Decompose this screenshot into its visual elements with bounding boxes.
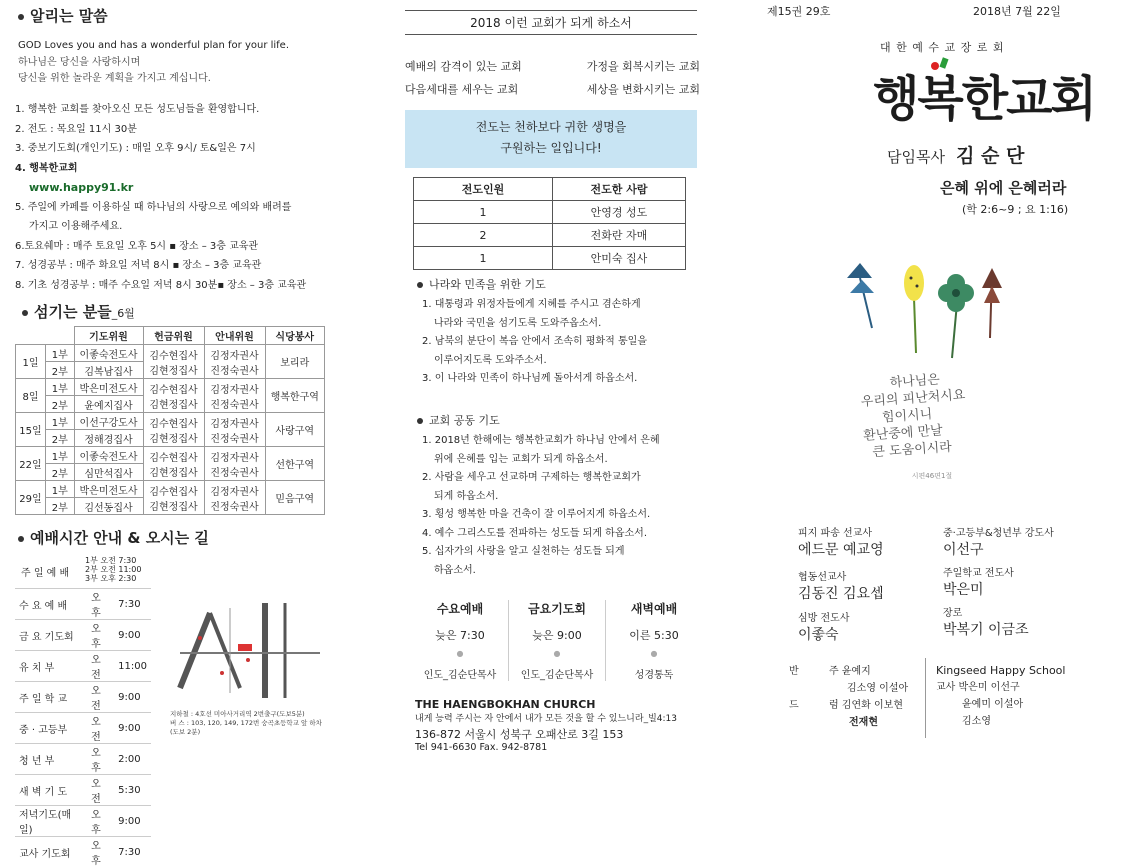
notice-list bbox=[15, 100, 355, 295]
plant-right bbox=[982, 268, 1002, 338]
church-logo-text: 행복한교회 bbox=[873, 71, 1095, 127]
staff-missionary: 피지 파송 선교사 에드문 예교영 bbox=[798, 524, 938, 559]
table-row: 2 전화란 자매 bbox=[414, 224, 686, 247]
part-cell: 1부 bbox=[46, 345, 75, 362]
staff-elder: 장로 박복기 이금조 bbox=[943, 604, 1113, 639]
flower-green bbox=[938, 274, 974, 358]
cell: 이좋숙전도사 bbox=[74, 345, 143, 362]
cell: 윤예지집사 bbox=[74, 396, 143, 413]
part-cell: 2부 bbox=[46, 464, 75, 481]
nation-prayer-list: 1. 대통령과 위정자들에게 지혜를 주시고 겸손하게 나라와 국민을 섬기도록 도와주옵소서. 2. 남북의 분단이 복음 안에서 조속히 평화적 통일을 이루어지도록 도와주소서. 3. 이 나라와 민족이 하나님께 돌아서게 하옵소서. bbox=[422, 296, 702, 389]
pastor-line: 담임목사 김 순 단 bbox=[887, 141, 1024, 168]
phone: Tel 941-6630 Fax. 942-8781 bbox=[415, 742, 715, 753]
cell: 정해경집사 bbox=[74, 430, 143, 447]
sunday-times: 1부 오전 7:30 2부 오전 11:00 3부 오후 2:30 bbox=[85, 556, 141, 583]
table-row: 1 안영경 성도 bbox=[414, 201, 686, 224]
sermon-title: 은혜 위에 은혜러라 bbox=[940, 177, 1066, 198]
calligraphy-text: 하나님은 우리의 피난처시요 힘이시니 환난중에 만날 큰 도움이시라 bbox=[829, 365, 1034, 464]
part-cell: 2부 bbox=[46, 396, 75, 413]
flower-yellow bbox=[904, 265, 924, 353]
notice-item: 8. 기초 성경공부 : 매주 수요일 저녁 8시 30분▪ 장소 – 3층 교육관 bbox=[15, 276, 355, 296]
map-graphic bbox=[170, 598, 330, 706]
notice-item: 5. 주일에 카페를 이용하실 때 하나님의 사랑으로 예의와 배려를 bbox=[15, 198, 355, 218]
header-cell: 안내위원 bbox=[204, 327, 265, 345]
date-cell: 29일 bbox=[16, 481, 46, 515]
table-header-row bbox=[16, 327, 325, 345]
table-row: 1 안미숙 집사 bbox=[414, 247, 686, 270]
intro-line: 하나님은 당신을 사랑하시며 bbox=[18, 55, 348, 72]
notice-item: 1. 행복한 교회를 찾아오신 모든 성도님들을 환영합니다. bbox=[15, 100, 355, 120]
plant-left bbox=[847, 263, 874, 328]
sunday-label: 주 일 예 배 bbox=[21, 564, 69, 579]
table-row bbox=[16, 379, 325, 396]
bullet-icon bbox=[18, 536, 24, 542]
table-row: 교사 기도회 오후 7:30 bbox=[15, 837, 151, 867]
cell: 김수현집사 김현정집사 bbox=[143, 447, 204, 481]
part-cell: 1부 bbox=[46, 413, 75, 430]
sunday-service bbox=[17, 556, 157, 588]
cell: 김정자권사 진정숙권사 bbox=[204, 379, 265, 413]
bullet-icon bbox=[18, 14, 24, 20]
cell: 김수현집사 김현정집사 bbox=[143, 379, 204, 413]
table-row: 금 요 기도회 오후 9:00 bbox=[15, 620, 151, 651]
bullet-icon bbox=[22, 310, 28, 316]
website-link[interactable]: www.happy91.kr bbox=[15, 178, 355, 198]
notice-section-title: 알리는 말씀 bbox=[18, 5, 108, 26]
staff-coop: 협동선교사 김동진 김요셉 bbox=[798, 568, 938, 603]
evangelism-box: 전도는 천하보다 귀한 생명을 구원하는 일입니다! bbox=[405, 110, 697, 168]
church-prayer-title: 교회 공동 기도 bbox=[417, 412, 500, 428]
staff-visitation: 심방 전도사 이좋숙 bbox=[798, 609, 938, 644]
cell: 김정자권사 진정숙권사 bbox=[204, 447, 265, 481]
kingseed-school: Kingseed Happy School 교사 박은미 이선구 윤예미 이설아 김소영 bbox=[936, 662, 1116, 730]
sermon-reference: (학 2:6~9 ; 요 1:16) bbox=[962, 201, 1068, 217]
table-row: 새 벽 기 도 오전 5:30 bbox=[15, 775, 151, 806]
intro-text bbox=[18, 38, 348, 88]
cell: 김복남집사 bbox=[74, 362, 143, 379]
notice-item: 3. 중보기도회(개인기도) : 매일 오후 9시/ 토&일은 7시 bbox=[15, 139, 355, 159]
cell: 선한구역 bbox=[265, 447, 325, 481]
bullet-icon bbox=[417, 418, 423, 424]
worship-section-title: 예배시간 안내 & 오시는 길 bbox=[18, 527, 209, 548]
part-cell: 1부 bbox=[46, 379, 75, 396]
weekly-services bbox=[412, 600, 702, 681]
worship-times-table bbox=[15, 588, 151, 867]
logo-leaf-green bbox=[939, 57, 948, 68]
notice-item: 7. 성경공부 : 매주 화요일 저녁 8시 ▪ 장소 – 3층 교육관 bbox=[15, 256, 355, 276]
cell: 김정자권사 진정숙권사 bbox=[204, 345, 265, 379]
notice-item: 4. 행복한교회 bbox=[15, 159, 355, 179]
notice-item: 가지고 이용해주세요. bbox=[15, 217, 355, 237]
cell: 김정자권사 진정숙권사 bbox=[204, 481, 265, 515]
address: 136-872 서울시 성북구 오패산로 3길 153 bbox=[415, 726, 715, 742]
cell: 믿음구역 bbox=[265, 481, 325, 515]
notice-item: 2. 전도 : 목요일 11시 30분 bbox=[15, 120, 355, 140]
cell: 김수현집사 김현정집사 bbox=[143, 345, 204, 379]
service-block: 금요기도회 늦은 9:00 ● 인도_김순단목사 bbox=[509, 600, 606, 681]
servers-section-title: 섬기는 분들_6월 bbox=[22, 301, 135, 322]
intro-line: GOD Loves you and has a wonderful plan for your life. bbox=[18, 38, 348, 55]
table-row bbox=[16, 345, 325, 362]
issue-date: 2018년 7월 22일 bbox=[973, 3, 1061, 19]
intro-line: 당신을 위한 놀라운 계획을 가지고 계십니다. bbox=[18, 71, 348, 88]
table-row: 수 요 예 배 오후 7:30 bbox=[15, 589, 151, 620]
servers-table bbox=[15, 326, 325, 515]
service-block: 새벽예배 이른 5:30 ● 성경통독 bbox=[606, 600, 702, 681]
band-team: 반 드 주 윤예지 김소영 이설아 럼 김연화 이보현 전재현 bbox=[775, 658, 926, 738]
cell: 사랑구역 bbox=[265, 413, 325, 447]
part-cell: 2부 bbox=[46, 430, 75, 447]
table-row: 주 일 학 교 오전 9:00 bbox=[15, 682, 151, 713]
date-cell: 8일 bbox=[16, 379, 46, 413]
table-row: 청 년 부 오후 2:00 bbox=[15, 744, 151, 775]
staff-youth: 중·고등부&청년부 강도사 이선구 bbox=[943, 524, 1113, 559]
table-row bbox=[16, 481, 325, 498]
nation-prayer-title: 나라와 민족을 위한 기도 bbox=[417, 276, 546, 292]
table-row: 중 · 고등부 오전 9:00 bbox=[15, 713, 151, 744]
table-row bbox=[16, 447, 325, 464]
cell: 박은미전도사 bbox=[74, 379, 143, 396]
art-signature: 시편46편1절 bbox=[832, 471, 1032, 481]
denomination: 대 한 예 수 교 장 로 회 bbox=[880, 39, 1004, 55]
table-row bbox=[16, 413, 325, 430]
cell: 김선동집사 bbox=[74, 498, 143, 515]
service-block: 수요예배 늦은 7:30 ● 인도_김순단목사 bbox=[412, 600, 509, 681]
banner: 2018 이런 교회가 되게 하소서 bbox=[405, 10, 697, 35]
date-cell: 22일 bbox=[16, 447, 46, 481]
calligraphy-art bbox=[832, 258, 1032, 503]
cell: 행복한구역 bbox=[265, 379, 325, 413]
cell: 이좋숙전도사 bbox=[74, 447, 143, 464]
cell: 김수현집사 김현정집사 bbox=[143, 413, 204, 447]
church-goals: 예배의 감격이 있는 교회 가정을 회복시키는 교회 다음세대를 세우는 교회 세상을 변화시키는 교회 bbox=[405, 55, 700, 101]
evangelism-table bbox=[413, 177, 686, 270]
cell: 김수현집사 김현정집사 bbox=[143, 481, 204, 515]
cell: 김정자권사 진정숙권사 bbox=[204, 413, 265, 447]
part-cell: 1부 bbox=[46, 481, 75, 498]
part-cell: 1부 bbox=[46, 447, 75, 464]
church-logo bbox=[873, 60, 1095, 129]
cell: 이선구강도사 bbox=[74, 413, 143, 430]
table-row: 저녁기도(매일) 오후 9:00 bbox=[15, 806, 151, 837]
part-cell: 2부 bbox=[46, 362, 75, 379]
logo-dot-red bbox=[931, 62, 939, 70]
header-cell: 식당봉사 bbox=[265, 327, 325, 345]
volume-number: 제15권 29호 bbox=[767, 3, 830, 19]
church-footer bbox=[415, 698, 715, 753]
part-cell: 2부 bbox=[46, 498, 75, 515]
cell: 박은미전도사 bbox=[74, 481, 143, 498]
cell: 심만석집사 bbox=[74, 464, 143, 481]
church-name-en: THE HAENGBOKHAN CHURCH bbox=[415, 698, 715, 711]
flower-illustration bbox=[832, 258, 1032, 368]
notice-item: 6.토요쉐마 : 매주 토요일 오후 5시 ▪ 장소 – 3층 교육관 bbox=[15, 237, 355, 257]
cell: 보리라 bbox=[265, 345, 325, 379]
staff-sunday-school: 주일학교 전도사 박은미 bbox=[943, 564, 1113, 599]
church-prayer-list: 1. 2018년 한해에는 행복한교회가 하나님 안에서 은혜 위에 은혜를 입는 교회가 되게 하옵소서. 2. 사람을 세우고 선교하며 구제하는 행복한교회가 되게 하옵소서. 3. 횡성 행복한 마을 건축이 잘 이루어지게 하옵소서. 4. 예수 그리스도를 전파하는 성도들 되게 하옵소서. 5. 십자가의 사랑을 알고 실천하는 성도들 되게 하옵소서. bbox=[422, 432, 702, 580]
map-caption: 지하철 : 4호선 미아사거리역 2번출구(도보5분) 버 스 : 103, 120, 149, 172번 숭곡초등학교 앞 하차(도보 2분) bbox=[170, 710, 330, 737]
bullet-icon bbox=[417, 282, 423, 288]
date-cell: 1일 bbox=[16, 345, 46, 379]
table-header-row: 전도인원 전도한 사람 bbox=[414, 178, 686, 201]
header-cell: 기도위원 bbox=[74, 327, 143, 345]
location-map bbox=[170, 598, 330, 728]
table-row: 유 치 부 오전 11:00 bbox=[15, 651, 151, 682]
date-cell: 15일 bbox=[16, 413, 46, 447]
header-cell: 헌금위원 bbox=[143, 327, 204, 345]
verse: 내게 능력 주시는 자 안에서 내가 모든 것을 할 수 있느니라_빌4:13 bbox=[415, 711, 715, 724]
